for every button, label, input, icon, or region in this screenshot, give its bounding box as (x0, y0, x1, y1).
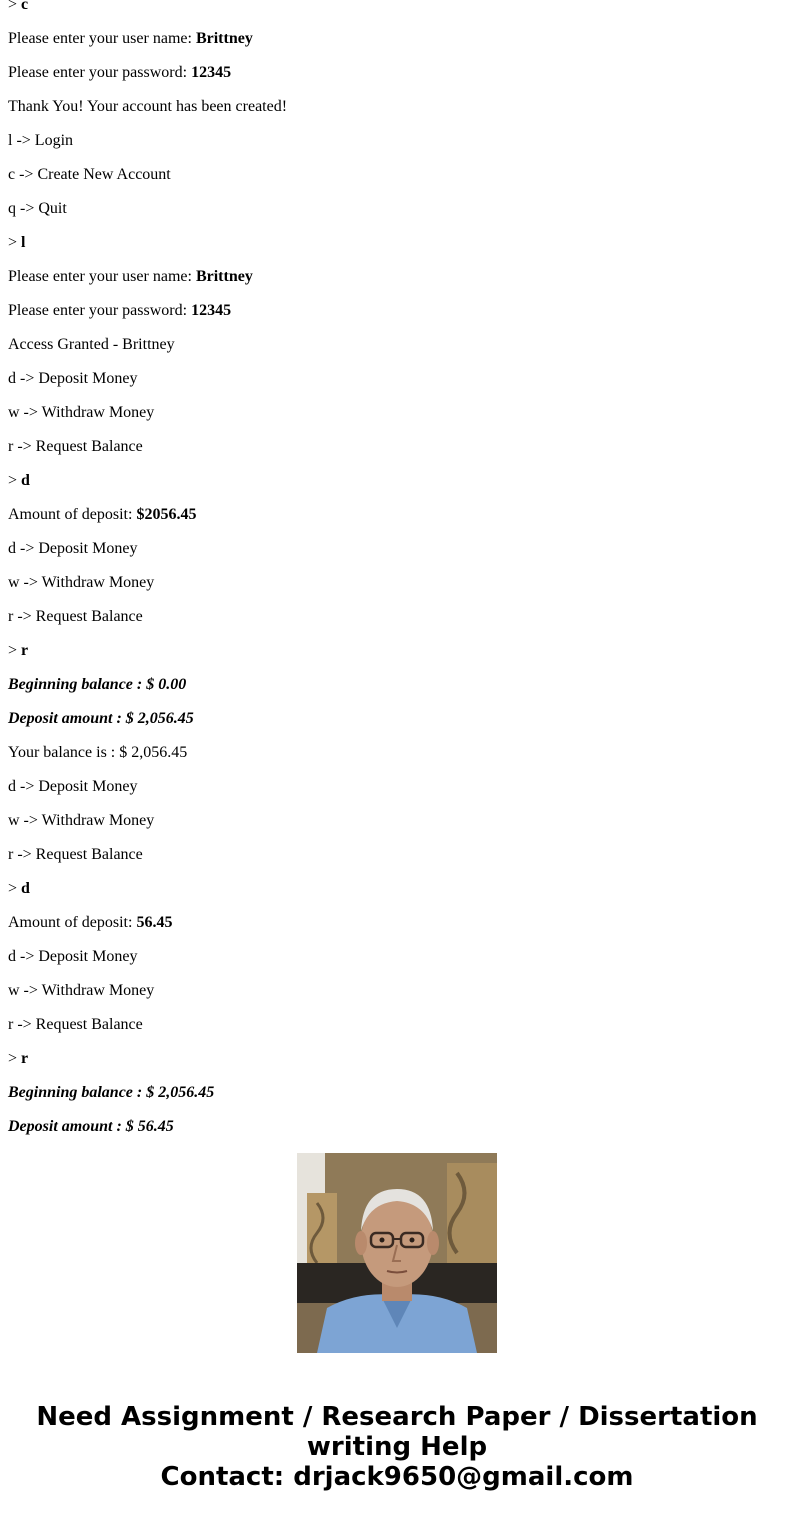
author-avatar (297, 1153, 497, 1353)
transcript-line (8, 974, 778, 1008)
user-input-value: l (21, 234, 26, 251)
transcript-lines (8, 0, 778, 1144)
line-text: l -> Login (8, 132, 74, 149)
line-text: > (8, 1050, 22, 1067)
user-input-value: Brittney (195, 30, 253, 47)
transcript-line (8, 872, 778, 906)
transcript-line (8, 566, 778, 600)
transcript-line (8, 1110, 778, 1144)
line-text: Beginning balance : $ 0.00 (8, 676, 187, 693)
transcript-line (8, 702, 778, 736)
transcript-line (8, 158, 778, 192)
transcript-line (8, 124, 778, 158)
transcript-line (8, 668, 778, 702)
transcript-line (8, 498, 778, 532)
transcript-line (8, 464, 778, 498)
transcript-line (8, 1076, 778, 1110)
transcript-line (8, 532, 778, 566)
line-text: d -> Deposit Money (8, 540, 138, 557)
user-input-value: c (21, 0, 29, 13)
transcript-line (8, 634, 778, 668)
user-input-value: 56.45 (136, 914, 173, 931)
line-text: r -> Request Balance (8, 608, 143, 625)
user-input-value: $2056.45 (136, 506, 197, 523)
transcript-line (8, 940, 778, 974)
line-text: > (8, 880, 22, 897)
transcript-line (8, 56, 778, 90)
line-text: Please enter your user name: (8, 30, 196, 47)
transcript-line (8, 736, 778, 770)
line-text: Please enter your password: (8, 302, 192, 319)
line-text: r -> Request Balance (8, 1016, 143, 1033)
transcript-line (8, 0, 778, 22)
line-text: > (8, 642, 22, 659)
line-text: Access Granted - Brittney (8, 336, 175, 353)
line-text: Deposit amount : $ 56.45 (8, 1118, 174, 1135)
line-text: > (8, 234, 22, 251)
line-text: d -> Deposit Money (8, 778, 138, 795)
line-text: Thank You! Your account has been created! (8, 98, 288, 115)
transcript-line (8, 260, 778, 294)
line-text: r -> Request Balance (8, 438, 143, 455)
line-text: w -> Withdraw Money (8, 982, 155, 999)
line-text: Amount of deposit: (8, 506, 137, 523)
line-text: w -> Withdraw Money (8, 812, 155, 829)
user-input-value: d (21, 880, 30, 897)
user-input-value: d (21, 472, 30, 489)
transcript-line (8, 22, 778, 56)
user-input-value: r (21, 642, 29, 659)
transcript-line (8, 90, 778, 124)
transcript-line (8, 804, 778, 838)
footer-line-2: writing Help (306, 1432, 488, 1462)
footer-line-1: Need Assignment / Research Paper / Dissertation (36, 1402, 758, 1432)
transcript-line (8, 192, 778, 226)
footer-contact-line: Contact: drjack9650@gmail.com (160, 1462, 634, 1492)
line-text: c -> Create New Account (8, 166, 171, 183)
transcript-line (8, 396, 778, 430)
transcript-line (8, 226, 778, 260)
user-input-value: 12345 (191, 302, 232, 319)
line-text: Amount of deposit: (8, 914, 137, 931)
transcript-line (8, 1008, 778, 1042)
user-input-value: Brittney (195, 268, 253, 285)
author-photo (297, 1153, 497, 1353)
line-text: Beginning balance : $ 2,056.45 (8, 1084, 215, 1101)
line-text: w -> Withdraw Money (8, 404, 155, 421)
transcript-line (8, 906, 778, 940)
transcript-line (8, 838, 778, 872)
user-input-value: r (21, 1050, 29, 1067)
line-text: > (8, 0, 22, 13)
transcript-line (8, 430, 778, 464)
line-text: w -> Withdraw Money (8, 574, 155, 591)
transcript-line (8, 362, 778, 396)
line-text: d -> Deposit Money (8, 948, 138, 965)
line-text: > (8, 472, 22, 489)
console-transcript (8, 0, 778, 1135)
line-text: Please enter your user name: (8, 268, 196, 285)
transcript-line (8, 294, 778, 328)
line-text: Deposit amount : $ 2,056.45 (8, 710, 194, 727)
transcript-line (8, 770, 778, 804)
transcript-line (8, 328, 778, 362)
line-text: q -> Quit (8, 200, 67, 217)
transcript-line (8, 600, 778, 634)
line-text: Your balance is : $ 2,056.45 (8, 744, 188, 761)
contact-footer (0, 1402, 794, 1492)
transcript-line (8, 1042, 778, 1076)
line-text: Please enter your password: (8, 64, 192, 81)
line-text: r -> Request Balance (8, 846, 143, 863)
line-text: d -> Deposit Money (8, 370, 138, 387)
user-input-value: 12345 (191, 64, 232, 81)
